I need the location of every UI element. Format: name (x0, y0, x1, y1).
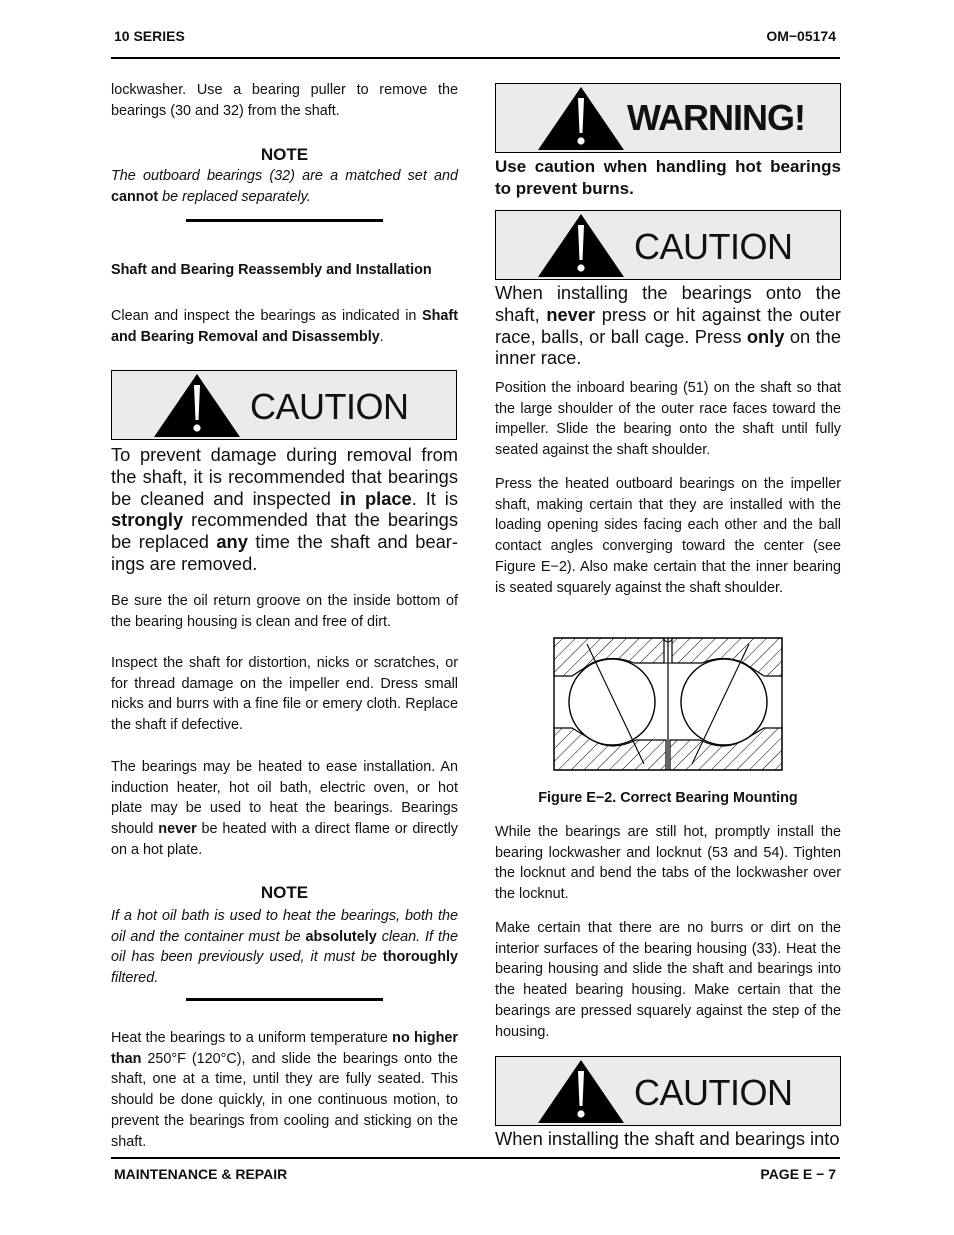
note-text: If a hot oil bath is used to heat the bearings, both the oil and the container must be absolutely clean. If the oil has been previously used, it must be thoroughly filtered. (111, 908, 459, 987)
footer-section: MAINTENANCE & REPAIR (114, 1166, 288, 1182)
exclamation-triangle-icon (536, 85, 626, 151)
caution-banner (111, 370, 457, 440)
paragraph-outboard: Press the heated outboard bearings on the impeller shaft, making certain that they are installed with the loading opening sides facing each other and the ball contact angles converging toward the center (see Figure E−2). Also make certain that the inner bearing is seated squarely against the shaft shoulder. (495, 476, 841, 596)
paragraph-inspect: Inspect the shaft for distortion, nicks or scratches, or for thread damage on the impeller end. Dress small nicks and burrs with a fine file or emery cloth. Replace the shaft if defective. (111, 655, 458, 734)
exclamation-triangle-icon (152, 372, 242, 438)
warning-text: Use caution when handling hot bearings to prevent burns. (495, 157, 841, 198)
paragraph-inboard: Position the inboard bearing (51) on the shaft so that the large shoulder of the outer race faces toward the impeller. Slide the bearing onto the shaft until fully seated against the shaft shoulder. (495, 380, 841, 459)
exclamation-triangle-icon (536, 1058, 626, 1124)
paragraph-housing: Make certain that there are no burrs or dirt on the interior surfaces of the bearing housing (33). Heat the bearing housing and slide the shaft and bearings into the heated bearing housing. Make certain that the bearings are pressed squarely against the step of the housing. (495, 920, 841, 1040)
caution-text: When installing the bearings onto the shaft, never press or hit against the outer race, balls, or ball cage. Press only on the inner race. (495, 282, 841, 369)
caution-text: When installing the shaft and bearings into (495, 1128, 840, 1149)
note-end-rule (186, 998, 383, 1001)
note-title: NOTE (260, 145, 309, 164)
paragraph-clean: Clean and inspect the bearings as indicated in Shaft and Bearing Removal and Disassembly. (111, 308, 458, 345)
note-title: NOTE (260, 883, 309, 902)
bearing-mounting-figure (552, 636, 784, 772)
figure-caption: Figure E−2. Correct Bearing Mounting (538, 790, 798, 806)
note-end-rule (186, 219, 383, 222)
caution-title: CAUTION (634, 226, 793, 267)
warning-banner (495, 83, 841, 153)
footer-rule (111, 1157, 840, 1159)
warning-title: WARNING! (627, 97, 805, 138)
footer-page-number: PAGE E − 7 (760, 1166, 836, 1182)
caution-text: To prevent damage during removal from the shaft, it is recommended that bearings be cleaned and inspected in place. It is strongly recommended that the bearings be replaced any time the shaft and bearings are removed. (111, 444, 458, 574)
caution-title: CAUTION (250, 386, 409, 427)
paragraph-intro: lockwasher. Use a bearing puller to remove the bearings (30 and 32) from the shaft. (111, 82, 458, 119)
caution-banner (495, 210, 841, 280)
header-rule (111, 57, 840, 59)
paragraph-heat: The bearings may be heated to ease installation. An induction heater, hot oil bath, electric oven, or hot plate may be used to heat the bearings. Bearings should never be heated with a direct flame or directly on a hot plate. (111, 759, 459, 858)
paragraph-temperature: Heat the bearings to a uniform temperature no higher than 250°F (120°C), and slide the bearings onto the shaft, one at a time, until they are fully seated. This should be done quickly, in one continuous motion, to prevent the bearings from cooling and sticking on the shaft. (111, 1030, 458, 1150)
paragraph-locknut: While the bearings are still hot, promptly install the bearing lockwasher and locknut (53 and 54). Tighten the locknut and bend the tabs of the lockwasher over the locknut. (495, 824, 841, 903)
header-doc-number: OM−05174 (766, 28, 836, 44)
caution-title: CAUTION (634, 1072, 793, 1113)
section-heading: Shaft and Bearing Reassembly and Installation (111, 262, 432, 278)
caution-banner (495, 1056, 841, 1126)
header-series: 10 SERIES (114, 28, 185, 44)
note-text: The outboard bearings (32) are a matched set and cannot be replaced separately. (111, 168, 458, 205)
paragraph-groove: Be sure the oil return groove on the inside bottom of the bearing housing is clean and free of dirt. (111, 593, 458, 630)
exclamation-triangle-icon (536, 212, 626, 278)
